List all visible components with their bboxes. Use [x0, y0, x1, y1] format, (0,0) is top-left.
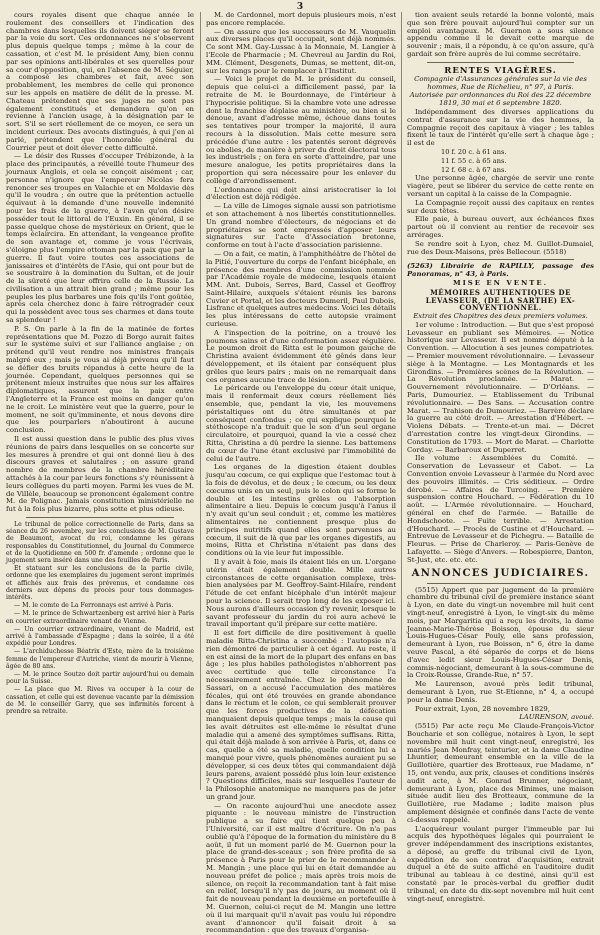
- column-rule: [401, 12, 402, 790]
- divider: [427, 62, 574, 63]
- rentes-paragraph: Une personne âgée, chargée de servir une rente viagère, peut se libérer du service de cette rente en versant un capital à la caisse de la Compagnie.: [407, 174, 594, 198]
- rentes-paragraph: La Compagnie reçoit aussi des capitaux en rentes sur deux têtes.: [407, 198, 594, 215]
- divider: [26, 517, 174, 518]
- news-item: — M. le prince Soutzo doit partir aujourd'hui ou demain pour la Suisse.: [6, 671, 194, 686]
- article-paragraph: cours royales disent que chaque année le roulement des conseillers et l'indication des chambres dans lesquelles ils doivent siéger se feront par la voie du sort. Ces ordonnances ne s'observent plus depuis quelque temps ; même à la cour de cassation, et c'est M. le président Amy, bien connu par ses opinions anti-libérales et ses querelles pour sa cour d'opposition, qui, en l'absence de M. Séguier, a composé les chambres et fait, avec son probablement, les membres de celle qui prononce sur les appels en matière de délit de la presse. M. Chateau prétendent que ses juges ne sont pas également constitués et demandera qu'on en revienne à l'ancien usage, à la désignation par le sort. S'il se sert réellement de ce moyen, ce sera un incident curieux. Des avocats distingués, à qui j'en ai parlé, prétendent que l'honorable général du Courrier peut et doit élever cette difficulté.: [6, 11, 194, 152]
- article-paragraph: tion avaient seuls retardé la bonne volonté, mais que son frère pouvait aujourd'hui compter sur un emploi avantageux. M. Guernon a sous silence appendu comme il le devait cette marque de souvenir ; mais, il a répondu, à ce qu'on assure, qu'à gardait son frère auprès de lui comme secrétaire.: [407, 11, 594, 58]
- memoires-title: MÉMOIRES AUTHENTIQUES DE LEVASSEUR, (DE LA SARTHE) EX-CONVENTIONNEL.: [425, 287, 576, 313]
- article-paragraph: M. de Cardonnel, mort depuis plusieurs mois, n'est pas encore remplacée.: [206, 11, 396, 27]
- divider: [427, 259, 574, 260]
- news-item: Le tribunal de police correctionnelle de Paris, dans sa séance du 26 novembre, sur les conclusions de M. Gustave de Beaumont, avocat du roi, condamne les gérans responsables du Constitutionnel, du Journal du Commerce et de la Quotidienne en 500 fr. d'amende ; ordonne que le jugement sera inséré dans une des feuilles de Paris.: [6, 521, 194, 565]
- article-paragraph: Les organes de la digestion étaient doubles jusqu'au cœcum, ce qui explique que l'estomac tout à la fois de dévolus, et de deux ; le cœcum, ou les deux cœcums unis en un seul, puis le colon qui se forme le double et les intestins grêles ou l'absorption alimentaire a lieu. Depuis le cœcum jusqu'à l'anus il n'y avait qu'un seul conduit ; et, comme les matières alimentaires ne contiennent presque plus de principes nutritifs quand elles sont parvenues au cœcum, il suit de là que par les organes digestifs, au moins, Ritta et Christina n'étaient pas dans des conditions où la vie leur fut impossible.: [206, 463, 396, 558]
- column-left: [6, 12, 194, 792]
- annonces-title: ANNONCES JUDICIAIRES.: [411, 567, 590, 579]
- article-paragraph: Il est aussi question dans le public des plus vives réunions de pairs dans lesquelles on se concerte sur les mesures à prendre et qui ont donné lieu à des discours graves et salutaires ; on assure grand nombre de membres de la chambre héréditaire attachés à la cour par leurs fonctions s'y réunissent à leurs collègues du parti moyen. Parmi les vues de M. de Villèle, beaucoup se prononcent également contre M. de Polignac. Jamais constitution ministérielle ne fut à la fois plus bizarre, plus sotte et plus odieuse.: [6, 435, 194, 514]
- news-item: — M. le prince de Schwartzenberg est arrivé hier à Paris en courrier extraordinaire venant de Vienne.: [6, 610, 194, 625]
- article-paragraph: Il y avait à foie, mais ils étaient liés en un. L'organe utérin était également double. Mille autres circonstances de cette organisation complexe, très-bien analysées par M. Geoffroy-Saint-Hilaire, rendent l'étude de cet enfant bicéphale d'un intérêt majeur pour la science. Il serait trop long de les exposer ici. Nous aurons d'ailleurs occasion d'y revenir, lorsque le savant professeur du jardin du roi aura achevé le travail important qu'il prépare sur cette matière.: [206, 557, 396, 629]
- article-paragraph: L'ordonnance qui doit ainsi aristocratiser la loi d'élection est déjà rédigée.: [206, 185, 396, 202]
- annonce-item: Me Laurenson, avoué près ledit tribunal, demeurant à Lyon, rue St-Etienne, n° 4, a occupé pour la dame Denis.: [407, 680, 594, 704]
- rentes-rate: 10 f. 20 c. à 61 ans.: [441, 147, 507, 156]
- news-section: [6, 521, 194, 715]
- rentes-rate: 12 f. 68 c. à 67 ans.: [441, 165, 507, 174]
- article-paragraph: A l'inspection de la poitrine, on a trouvé les poumons sains et d'une conformation assez régulière. Le poumon droit de Ritta est le poumon gauche de Christina avaient évidemment été gênés dans leur développement, et ils étaient par conséquent plus grêles que leurs pairs ; mais on ne remarquait dans ces organes aucune trace de lésion.: [206, 328, 396, 384]
- memoires-vol1: 1er volume : Introduction. — But que s'est proposé Levasseur en publiant ses Mémoires. — Notice historique sur Levasseur. Il est nommé député à la Convention. — Allocution à ses jeunes compatriotes. — Premier mouvement révolutionnaire. — Levasseur siège à la Montagne. — Les Montagnards et les Girondins. — Premières scènes de la Révolution. — La Révolution proclamée. — Marat. — Gouvernement révolutionnaire. — D'Orléans. — Paris, Dumouriez. — Etablissement du Tribunal révolutionnaire. — Des Sans. — Accusation contre Marat. — Trahison de Dumouriez. — Barrère déclare la guerre au côté droit. — Arrestation d'Hébert. — Violens Débats. — Trente-et-un mai. — Décret d'arrestation contre les vingt-deux Girondins. — Constitution de 1793. — Mort de Marat. — Charlotte Corday. — Barbaroux et Duperret.: [407, 320, 594, 454]
- divider: [427, 583, 574, 584]
- rentes-paragraph: Se rendre soit à Lyon, chez M. Guillot-Dumaiel, rue des Deux-Maisons, près Bellecour. (5518): [407, 239, 594, 256]
- rentes-body: Indépendamment des diverses applications du contrat d'assurance sur la vie des hommes, la Compagnie reçoit des capitaux à viager ; les tables fixent le taux de l'intérêt qu'elle sert à chaque âge ; il est de: [407, 107, 594, 148]
- annonce-item: L'acquéreur voulant purger l'immeuble par lui acquis des hypothèques légales qui pourraient le grever indépendamment des inscriptions existantes, a déposé, au greffe du tribunal civil de Lyon, expédition de son contrat d'acquisition, extrait duquel a été de suite affiché en l'auditoire dudit tribunal au tableau à ce destiné, ainsi qu'il est constaté par le procès-verbal du greffier dudit tribunal, en date du dix-sept novembre mil huit cent vingt-neuf, enregistré.: [407, 824, 594, 903]
- annonce-signature: LAURENSON, avoué.: [519, 713, 594, 722]
- news-item: — L'archiduchesse Béatrix d'Este, mère de la troisième femme de l'empereur d'Autriche, vient de mourir à Vienne, âgée de 80 ans.: [6, 648, 194, 670]
- article-paragraph: Le péricarde ou l'enveloppe du cœur était unique, mais il renfermait deux cœurs réellement liés ensemble, que, pendant la vie, les mouvemens péristaltiques ont du être simultanés et par conséquent confondus ; ce qui explique pourquoi le stéthoscope n'a traduit que le son d'un seul organe circulatoire, et pourquoi, quand la vie a cessé chez Ritta, Christina a dû perdre la sienne. Les battemens du cœur de l'une étant exclusivé par l'immobilité de celui de l'autre.: [206, 384, 396, 463]
- rentes-rate: 11 f. 55 c. à 65 ans.: [441, 156, 507, 165]
- ad-title: (5263) Librairie de RAPILLY, passage des Panoramas, n° 43, à Paris.: [407, 262, 594, 279]
- news-item: — La place que M. Rives va occuper à la cour de cassation, et celle qui est devenue vacante par la démission de M. le conseiller Garry, que ses infirmités forcent à prendre sa retraite.: [6, 686, 194, 716]
- column-middle: [206, 11, 396, 935]
- article-paragraph: — On assure que les successeurs de M. Vauquelin aux diverses places qu'il occupait, sont déjà nommés. Ce sont MM. Gay-Lussac à la Monnaie, M. Langier à l'Ecole de Pharmacie ; M. Chevreul au Jardin du Roi, MM. Clément, Desgenets, Dumas, se mettent, dit-on, sur les rangs pour le remplacer à l'Institut.: [206, 27, 396, 75]
- news-item: — Un courrier extraordinaire, venant de Madrid, est arrivé à l'ambassade d'Espagne ; dans la soirée, il a été expédié pour Londres.: [6, 625, 194, 648]
- page-number: 3: [296, 2, 304, 12]
- article-paragraph: — Voici le projet de M. le président du conseil, depuis que celui-ci a difficilement passé, par la retraite de M. le Bourdonnaye, de l'intérieur à l'hypocrisie politique. Si la chambre vote une adresse dont la franchise déplaise au ministère, ou bien si le dénoue, avant d'adresse même, échoue dans toutes ses tentatives pour tromper la majorité, il aura recours à la dissolution. Mais cette mesure sera précédée d'une autre : les patentés seront dégrevés ou abolies, de manière à priver du droit électoral tous les industriels ; on fera en sorte d'atteindre, par une mesure analogue, les petits propriétaires dans la proportion qui sera nécessaire pour les enlever du collège d'arrondissement.: [206, 75, 396, 185]
- article-paragraph: P. S. On parle à la fin de la matinée de fortes représentations que M. Pozzo di Borgo aurait faites sur le système suivi et sur l'alliance anglaise ; on prétend qu'il veut rendre nos ministres français malgré eux ; mais je vous ai déjà prévenu qu'il faut se défier des bruits répandus à cette heure de la journée. Cependant, quelques personnes qui se prétenent mieux instruites que nous sur les affaires diplomatiques, assurent que la paix entre l'Angleterre et la France est moins en danger qu'on ne le croit. Le ministère veut que la guerre, pour le moment, ne soit qu'imminente, et nous devons dire que les pourparlers n'aboutiront à aucune conclusion.: [6, 324, 194, 435]
- article-paragraph: — On a fait, ce matin, à l'amphithéâtre de l'hôtel de la Pitié, l'ouverture du corps de l'enfant bicéphale, en présence des membres d'une commission nommée par l'Académie royale de médecine, lesquels étaient MM. Ant. Dubois, Serres, Bard, Cassel et Geoffroy Saint-Hilaire, auxquels s'étaient réunis les barons Cuvier et Portal, et les docteurs Dumeril, Paul Dubois, Lisfranc et quelques autres médecins. Voici les détails les plus intéressans de cette autopsie vraiment curieuse.: [206, 249, 396, 329]
- column-right: [407, 11, 594, 903]
- memoires-subtitle: Extrait des Chapitres des deux premiers volumes.: [413, 312, 588, 321]
- rentes-subtitle: Compagnie d'Assurances générales sur la vie des hommes, Rue de Richelieu, n° 97, à Paris.: [414, 74, 587, 91]
- article-paragraph: Il est fort difficile de dire positivement à quelle maladie Ritta-Christina a succombé : l'autopsie n'a rien démontré de particulier à cet égard. Au reste, il en est ainsi de la mort de la plupart des enfans en bas âge ; les plus habiles pathologistes n'abhorrent pas avec certitude que telle circonstance l'a nécessairement entraînée. Chez le phénomène de Sassari, on a accusé l'accumulation des matières fécales, qui ont été trouvées en grande abondance dans le rectum et le colon, ce qui semblerait prouver que les forces productives de la défécation manquaient depuis quelque temps ; mais la cause qui les avait détruites est elle-même le résultat d'une maladie qui a amené des symptômes suffisans. Ritta, qui était déjà malade à son arrivée à Paris, et, dans ce cas, quelle a été sa maladie, quelle condition lui a manqué pour vivre, quels phénomènes auraient pu se développer, si ces deux têtes qui commandaient déjà leurs parens, avaient possédé plus loin leur existence ? Questions difficiles, mais sur lesquelles l'auteur de la Philosophie anatomique ne manquera pas de jeter un grand jour.: [206, 629, 396, 801]
- article-paragraph: — Le désir des Russes d'occuper Trébizonde, à la place des principautés, a réveillé toute l'humeur des journaux Anglois, et cela se conçoit aisément ; car, personne n'ignore que l'empereur Nicolas fera renoncer ses troupes en Valachie et en Moldavie dès qu'il le voudra ; en outre que la prétention actuelle équivaut à la demande d'une nouvelle indemnité pour les frais de la guerre, à l'aven qu'on désire posséder tout le littoral de l'Euxin. En général, il se passe quelque chose de mystérieux en Orient, que le temps éclaircira. En attendant, la vengeance profite de son avantage et, comme je vous l'écrivais, s'éloigne plus l'empire ottoman par la paix que par la guerre. Il faut voire toutes ces associations de janissaires et d'intérêts de l'Asie, qui ont pour but de se soustraire à la domination du Sultan, et de jouir de la sûreté que leur offrira celle de la Russie. La civilisation a un attrait bien grand ; même pour les peuples les plus barbares une fois qu'ils l'ont goûtée, après cela cherchez donc à faire rétrograder ceux qui la possèdent avec tous ses charmes et dans toute sa splendeur !: [6, 152, 194, 325]
- annonce-item: (5515) Par acte reçu Me Claude-François-Victor Boucharie et son collègue, notaires à Lyon, le sept novembre mil huit cent vingt-neuf, enregistré, les mariés Jean Monfray, teinturier, et la dame Claudine Lhuntier, demeurant ensemble en la ville de la Guillotière, quartier des Brotteaux, rue Madame, n° 15, ont vendu, aux prix, clauses et conditions insérés audit acte, à M. Gonrad Brunner, négociant, demeurant à Lyon, place des Minimes, une maison située audit lieu des Brotteaux, commune de la Guillotière, rue Madame ; ladite maison plus amplement désignée et confinée dans l'acte de vente ci-dessus rappelé.: [407, 722, 594, 824]
- ad-notice: MISE EN VENTE.: [452, 278, 549, 287]
- annonce-item: (5515) Appert que par jugement de la première chambre du tribunal civil de première instance séant à Lyon, en date du vingt-un novembre mil huit cent vingt-neuf, enregistré à Lyon, le vingt-six du même mois, par Margaritia qui a reçu les droits, la dame Jeanne-Marie-Thérèse Boisson, épouse du sieur Louis-Hugues-César Pouly, elle sans profession, demeurant à Lyon, rue Boisson, n° 6, étre la dame veuve Pascal, a été séparée de corps et de biens d'avec ledit sieur Louis-Hugues-César Denis, commis-négociant, demeurant à la sous-commune de la Croix-Rousse, Grande-Rue, n° 57.: [407, 585, 594, 680]
- article-paragraph: — On raconte aujourd'hui une anecdote assez piquante : le nouveau ministre de l'instruction publique a su faire qui tient quelque peu à l'Université, car il est maître d'écriture. On n'a pas oublié qu'à l'époque de la formation du ministère du 8 août, il fut un moment parlé de M. Guernon pour la place de grand-des-sceaux ; son frère profita de sa présence à Paris pour le prier de le recommander à M. Mangin ; une place qui lui en était demandée au nouveau préfet de police ; mais après trois mois de silence, on reçoit la recommandation tant à fait mise en relief, lorsqu'il n'y pas de jours, au moment où il fait de nouveau pendant la deuxième en portefeuille à M. Guernon, celui-ci reçut de M. Mangin une lettre où il lui marquait qu'il n'avait pas voulu lui répondre avant d'annoncer qu'il faisait droit à sa recommandation : que des travaux d'organisa-: [206, 801, 396, 935]
- rentes-authorization: Autorisée par ordonnances du Roi des 22 décembre 1819, 30 mai et 6 septembre 1820.: [409, 91, 592, 108]
- memoires-vol2: IIe volume : Assemblées du Comité. — Conservation de Levasseur et Cabot. — La Convention envoie Levasseur à l'armée du Nord avec des pouvoirs illimités. — Cris séditieux. — Ordre dérobé. — Affaires de Turcoing. — Première suspension contre Houchard. — Fédération du 10 août. — L'Armée révolutionnaire. — Houchard, général en chef de l'armée. — Bataille de Hondschoote. — Fuite terrible. — Arrestation d'Houchard. — Procès de Custine et d'Houchard. — Entrevue de Levasseur et de Pichegru. — Bataille de Fleurus. — Prise de Charleroy. — Paris-Genève de Lafayette. — Siège d'Anvers. — Robespierre, Danton, St-Just, etc. etc. etc.: [407, 454, 594, 564]
- news-item: — M. le comte de La Ferronnays est arrivé à Paris.: [14, 602, 174, 610]
- article-paragraph: — La ville de Limoges signale aussi son patriotisme et son attachement à nos libertés constitutionnelles. Un grand nombre d'électeurs, de négocians et de propriétaires se sont empressés d'apposer leurs signatures sur l'acte d'Association bretonne, conforme en tout à l'acte d'association parisienne.: [206, 202, 396, 250]
- rentes-title: RENTES VIAGÈRES.: [444, 65, 557, 76]
- annonce-item: Pour extrait, Lyon, 28 novembre 1829,: [415, 704, 550, 713]
- column-rule: [200, 12, 201, 790]
- news-item: Et statuant sur les conclusions de la partie civile, ordonne que les exemplaires du jugement seront imprimés et affichés aux frais des prévenus, et condamne ces derniers aux dépens du procès pour tous dommages-intérêts.: [6, 565, 194, 602]
- rentes-paragraph: Elle paie, à bureau ouvert, aux échéances fixes partout où il convient au rentier de recevoir ses arrérages.: [407, 215, 594, 239]
